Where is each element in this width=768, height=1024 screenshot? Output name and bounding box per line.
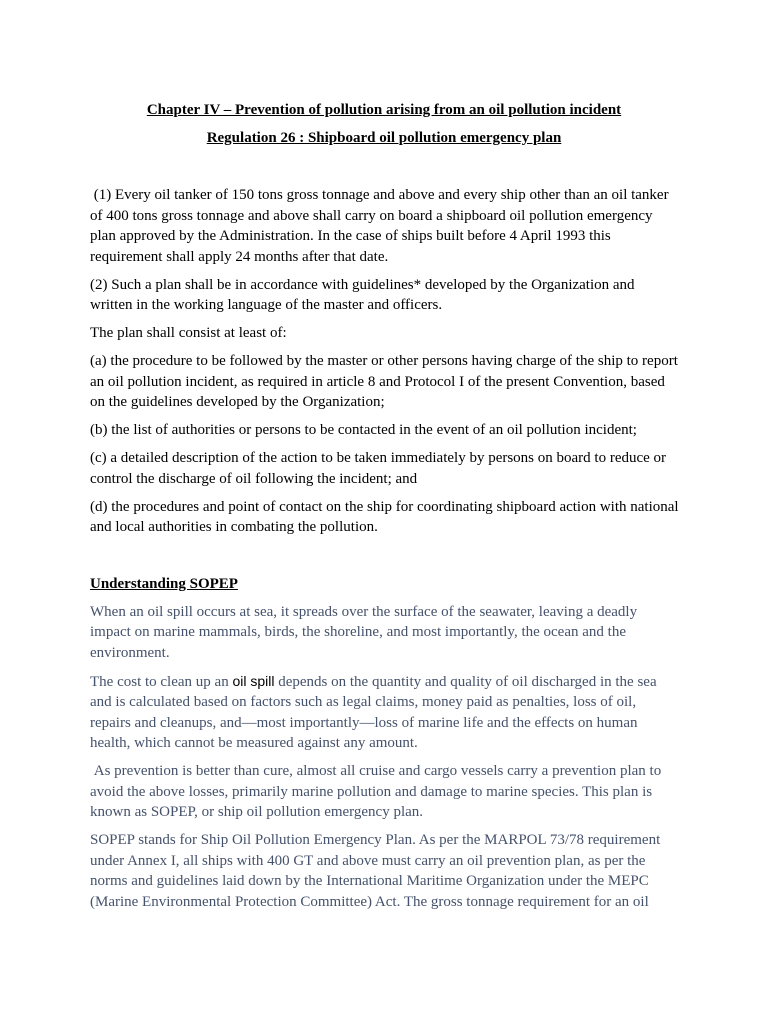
plan-item-c: (c) a detailed description of the action to be taken immediately by persons on board to reduce or control the discharge of oil following the incident; and (90, 450, 667, 487)
sopep-paragraph-4: SOPEP stands for Ship Oil Pollution Emergency Plan. As per the MARPOL 73/78 requirement under Annex I, all ships with 400 GT and above must carry an oil prevention plan, as per the norms and guidelines laid down by the International Maritime Organization under the MEPC (Marine Environmental Protection Committee) Act. The gross tonnage requirement for an oil (90, 832, 661, 910)
plan-item-b: (b) the list of authorities or persons to be contacted in the event of an oil pollution incident; (90, 422, 637, 438)
sopep-paragraph-2-start: The cost to clean up an (90, 673, 233, 690)
regulation-paragraph-1: (1) Every oil tanker of 150 tons gross tonnage and above and every ship other than an oil tanker of 400 tons gross tonnage and above shall carry on board a shipboard oil pollution emergency plan approved by the Administration. In the case of ships built before 4 April 1993 this requirement shall apply 24 months after that date. (90, 187, 673, 265)
chapter-title: Chapter IV – Prevention of pollution arising from an oil pollution incident (146, 102, 622, 118)
plan-item-d: (d) the procedures and point of contact on the ship for coordinating shipboard action with national and local authorities in combating the pollution. (90, 498, 679, 535)
document-body (90, 185, 680, 920)
sopep-paragraph-2-end: depends on the quantity and quality of oil discharged in the sea and is calculated based on factors such as legal claims, money paid as penalties, loss of oil, repairs and cleanups, and—most importantly—loss of marine life and the effects on human health, which cannot be measured against any amount. (90, 673, 657, 751)
regulation-title: Regulation 26 : Shipboard oil pollution emergency plan (206, 130, 562, 146)
oil-spill-link[interactable]: oil spill (232, 672, 275, 689)
sopep-paragraph-1: When an oil spill occurs at sea, it spreads over the surface of the seawater, leaving a deadly impact on marine mammals, birds, the shoreline, and most importantly, the ocean and the environment. (90, 603, 638, 661)
sopep-paragraph-3: As prevention is better than cure, almost all cruise and cargo vessels carry a prevention plan to avoid the above losses, primarily marine pollution and damage to marine species. This plan is known as SOPEP, or ship oil pollution emergency plan. (90, 763, 665, 820)
section-title: Understanding SOPEP (90, 575, 238, 592)
plan-item-a: (a) the procedure to be followed by the master or other persons having charge of the ship to report an oil pollution incident, as required in article 8 and Protocol I of the present Convention, based on the guidelines developed by the Organization; (90, 353, 678, 410)
regulation-paragraph-2: (2) Such a plan shall be in accordance with guidelines* developed by the Organization and written in the working language of the master and officers. (90, 276, 635, 313)
plan-intro: The plan shall consist at least of: (90, 325, 287, 341)
sopep-paragraph-2 (90, 671, 680, 754)
